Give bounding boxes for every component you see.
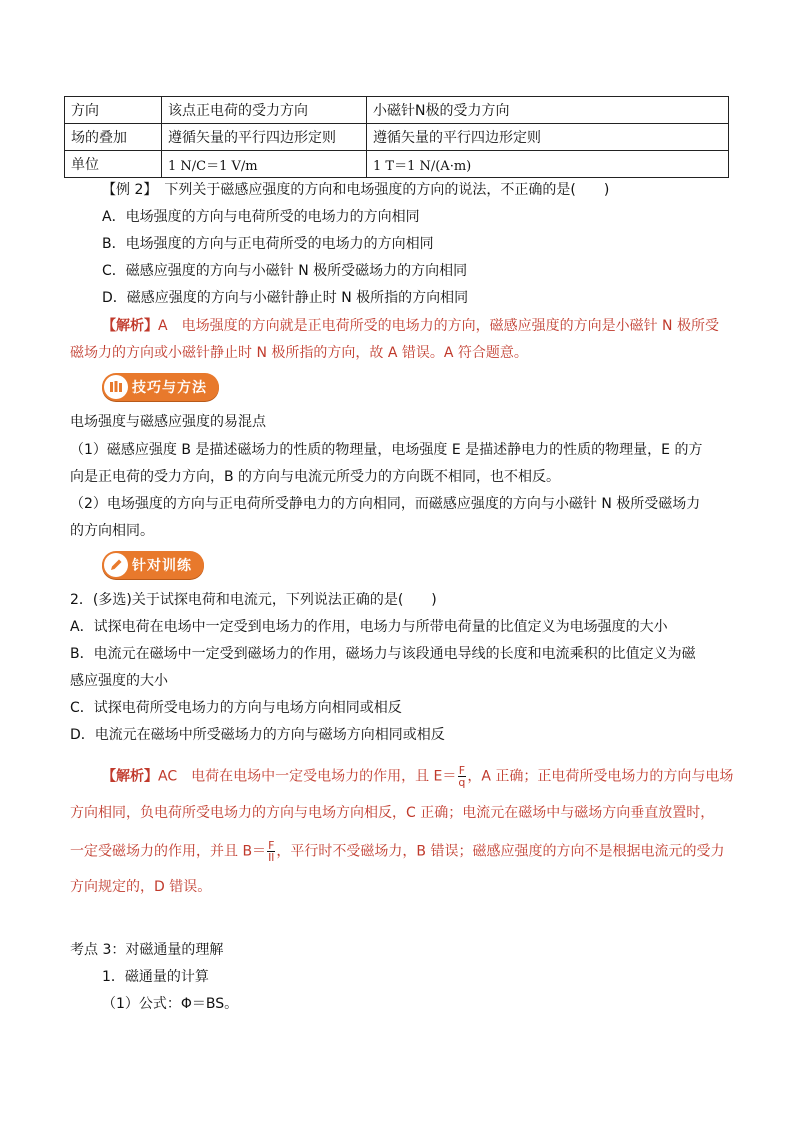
table-row [65,97,729,124]
skills-paragraph: （2）电场强度的方向与正电荷所受静电力的方向相同，而磁感应强度的方向与小磁针 N 极所受磁场力 [70,496,701,512]
analysis-line: 方向规定的，D 错误。 [70,879,212,895]
analysis-tag: 【解析】 [102,768,158,785]
analysis-tag: 【解析】 [102,318,158,334]
table-cell: 1 T＝1 N/(A·m) [367,151,729,178]
skills-paragraph: 的方向相同。 [70,523,154,539]
option-d: D．磁感应强度的方向与小磁针静止时 N 极所指的方向相同 [102,290,469,306]
skills-title: 电场强度与磁感应强度的易混点 [70,414,266,430]
option-c: C．试探电荷所受电场力的方向与电场方向相同或相反 [70,700,402,716]
subsection-title: 1．磁通量的计算 [102,969,209,985]
pencil-icon [104,553,128,577]
table-cell: 单位 [65,151,162,178]
example-tag: 【例 2】 [102,182,151,198]
analysis-line: 方向相同，负电荷所受电场力的方向与电场方向相反，C 正确；电流元在磁场中与磁场方向垂直放置时， [70,805,715,821]
table-cell: 方向 [65,97,162,124]
formula-line: （1）公式：Φ＝BS。 [102,996,239,1012]
comparison-table [64,96,729,178]
option-c: C．磁感应强度的方向与小磁针 N 极所受磁场力的方向相同 [102,263,468,279]
example-question [102,180,609,200]
training-question: 2．(多选)关于试探电荷和电流元，下列说法正确的是( ) [70,592,437,608]
table-cell: 遵循矢量的平行四边形定则 [162,124,367,151]
option-a: A．试探电荷在电场中一定受到电场力的作用，电场力与所带电荷量的比值定义为电场强度的大小 [70,619,668,635]
training-badge-label: 针对训练 [132,558,192,574]
table-row [65,151,729,178]
option-b: 感应强度的大小 [70,673,168,689]
fraction-f-over-il: $\frac{F}{Il}$ [268,839,275,864]
table-cell: 小磁针N极的受力方向 [367,97,729,124]
table-cell: 遵循矢量的平行四边形定则 [367,124,729,151]
analysis-line: 磁场力的方向或小磁针静止时 N 极所指的方向，故 A 错误。A 符合题意。 [70,345,528,361]
option-d: D．电流元在磁场中所受磁场力的方向与磁场方向相同或相反 [70,727,445,743]
analysis-line: 【解析】AC 电荷在电场中一定受电场力的作用，且 E＝ $\frac{F}{q}$ ，A 正确；正电荷所受电场力的方向与电场 [102,764,734,789]
table-row [65,124,729,151]
table-cell: 场的叠加 [65,124,162,151]
books-icon [104,375,128,399]
skills-paragraph: 向是正电荷的受力方向，B 的方向与电流元所受力的方向既不相同，也不相反。 [70,469,561,485]
analysis-line: 【解析】A 电场强度的方向就是正电荷所受的电场力的方向，磁感应强度的方向是小磁针 N 极所受 [102,318,719,334]
example-question-text: 下列关于磁感应强度的方向和电场强度的方向的说法，不正确的是( ) [164,182,610,198]
skills-paragraph: （1）磁感应强度 B 是描述磁场力的性质的物理量，电场强度 E 是描述静电力的性质的物理量，E 的方 [70,442,703,458]
training-badge [102,551,204,579]
skills-badge [102,373,219,401]
fraction-f-over-q: $\frac{F}{q}$ [458,764,466,789]
option-b: B．电场强度的方向与正电荷所受的电场力的方向相同 [102,236,434,252]
table-cell: 该点正电荷的受力方向 [162,97,367,124]
analysis-line: 一定受磁场力的作用，并且 B＝ $\frac{F}{Il}$ ，平行时不受磁场力，B 错误；磁感应强度的方向不是根据电流元的受力 [70,839,725,864]
option-a: A．电场强度的方向与电荷所受的电场力的方向相同 [102,209,420,225]
option-b: B．电流元在磁场中一定受到磁场力的作用，磁场力与该段通电导线的长度和电流乘积的比值定义为磁 [70,646,696,662]
table-cell: 1 N/C＝1 V/m [162,151,367,178]
section-title: 考点 3：对磁通量的理解 [70,942,224,958]
skills-badge-label: 技巧与方法 [132,380,207,396]
